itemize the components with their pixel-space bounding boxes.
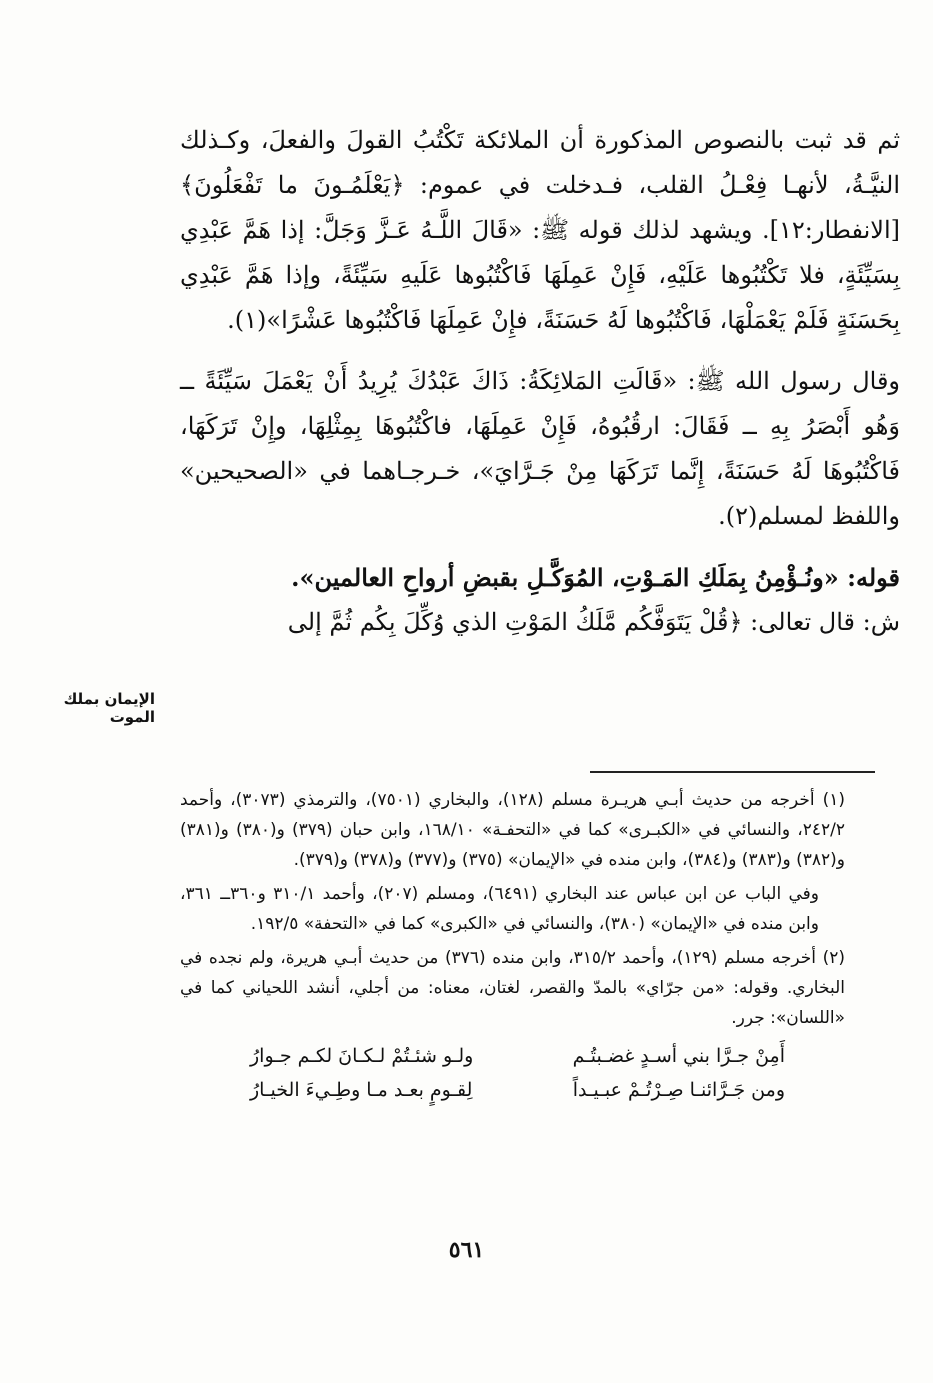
poem-hemistich-second: لِقـومٍ بعـد مـا وطِـيءَ الخيـارُ [250, 1079, 473, 1101]
sharh-line: ش: قال تعالى: ﴿قُلْ يَتَوَفَّكُم مَّلَكُ المَوْتِ الذي وُكِّلَ بِكُم ثُمَّ إلى [287, 608, 900, 636]
poem-hemistich-first: أَمِنْ جـرَّا بني أسـدٍ غضـبتُـم [572, 1045, 785, 1067]
poem [180, 1039, 845, 1107]
paragraph-angels-record: ثم قد ثبت بالنصوص المذكورة أن الملائكة تَكْتُبُ القولَ والفعلَ، وكـذلك النيَّـةُ، لأنهـا فِعْـلُ القلب، فـدخلت في عموم: ﴿يَعْلَمُـونَ ما تَفْعَلُونَ﴾ [الانفطار:١٢]. ويشهد لذلك قوله ﷺ: «قَالَ اللَّـهُ عَـزَّ وَجَلَّ: إذا هَمَّ عَبْدِي بِسَيِّئَةٍ، فلا تَكْتُبُوها عَلَيْهِ، فَإِنْ عَمِلَهَا فَاكْتُبُوها عَلَيهِ سَيِّئَةً، وإذا هَمَّ عَبْدِي بِحَسَنَةٍ فَلَمْ يَعْمَلْهَا، فَاكْتُبُوها لَهُ حَسَنَةً، فإِنْ عَمِلَهَا فَاكْتُبُوها عَشْرًا»(١). [180, 126, 901, 334]
footnotes [180, 785, 845, 1107]
footnote-1-continuation: وفي الباب عن ابن عباس عند البخاري (٦٤٩١)، ومسلم (٢٠٧)، وأحمد ٣١٠/١ و٣٦٠ــ ٣٦١، وابن منده في «الإيمان» (٣٨٠)، والنسائي في «الكبرى» كما في «التحفة» ١٩٢/٥. [180, 884, 819, 934]
main-text [180, 118, 900, 645]
matn-line: قوله: «ونُـؤْمِنُ بِمَلَكِ المَـوْتِ، المُوَكَّـلِ بقبضِ أرواحِ العالمين». [291, 563, 900, 592]
page-number: ٥٦١ [448, 1237, 485, 1263]
poem-verse [180, 1039, 785, 1073]
footnote-separator [590, 771, 875, 773]
footnote-2: (٢) أخرجه مسلم (١٢٩)، وأحمد ٣١٥/٢، وابن منده (٣٧٦) من حديث أبـي هريرة، ولم نجده في البخاري. وقوله: «من جرّاي» بالمدّ والقصر، لغتان، معناه: من أجلي، أنشد اللحياني كما في «اللسان»: جرر. [180, 948, 845, 1028]
margin-heading: الإيمان بملك الموت [63, 690, 155, 726]
poem-verse [180, 1073, 785, 1107]
poem-hemistich-first: ومن جَـرَّائنـا صِـرْتُـمْ عبـيـداً [572, 1079, 785, 1101]
poem-hemistich-second: ولـو شئـتُمْ لـكـانَ لكـم جـوارُ [250, 1045, 474, 1067]
paragraph-hadith-angels: وقال رسول الله ﷺ: «قَالَتِ المَلائِكَةُ: ذَاكَ عَبْدُكَ يُرِيدُ أَنْ يَعْمَلَ سَيِّئَةً ــ وَهُو أَبْصَرُ بِهِ ــ فَقَالَ: ارقُبُوهُ، فَإِنْ عَمِلَهَا، فاكْتُبُوهَا بِمِثْلِهَا، وإِنْ تَرَكَهَا، فَاكْتُبُوهَا لَهُ حَسَنَةً، إِنَّما تَرَكَهَا مِنْ جَـرَّايَ»، خـرجـاهما في «الصحيحين» واللفظ لمسلم(٢). [180, 367, 900, 530]
footnote-1: (١) أخرجه من حديث أبـي هريـرة مسلم (١٢٨)، والبخاري (٧٥٠١)، والترمذي (٣٠٧٣)، وأحمد ٢٤٢/٢، والنسائي في «الكبـرى» كما في «التحفـة» ١٦٨/١٠، وابن حبان (٣٧٩) و(٣٨٠) و(٣٨١) و(٣٨٢) و(٣٨٣) و(٣٨٤)، وابن منده في «الإيمان» (٣٧٥) و(٣٧٧) و(٣٧٨) و(٣٧٩). [180, 790, 845, 870]
